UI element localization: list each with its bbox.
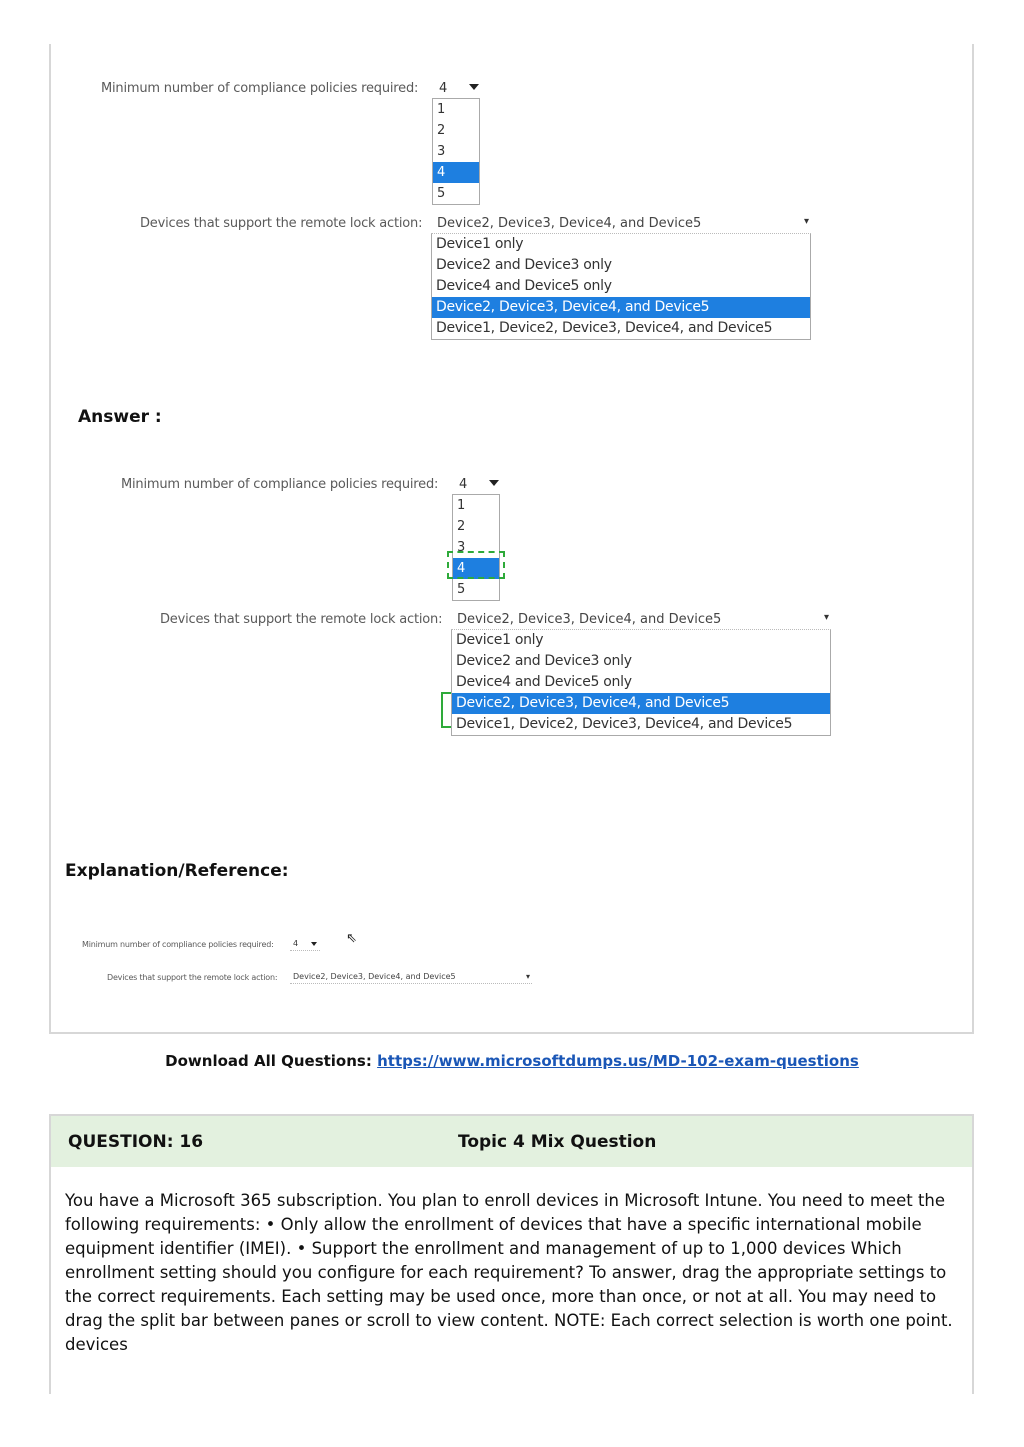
option-item[interactable]: Device1 only	[456, 632, 544, 648]
option-item[interactable]: Device2 and Device3 only	[436, 257, 612, 273]
option-item[interactable]: Device2 and Device3 only	[456, 653, 632, 669]
option-item[interactable]: 5	[437, 186, 446, 201]
answer-heading: Answer :	[78, 407, 162, 427]
option-item[interactable]: Device1, Device2, Device3, Device4, and Device5	[436, 320, 773, 336]
remote-lock-select[interactable]: Device2, Device3, Device4, and Device5 ▾	[431, 216, 811, 234]
compliance-label: Minimum number of compliance policies required:	[101, 81, 419, 96]
compliance-select[interactable]: 4	[433, 81, 481, 99]
remote-lock-label: Devices that support the remote lock action:	[140, 216, 423, 231]
option-item[interactable]: 5	[457, 582, 466, 597]
remote-lock-label: Devices that support the remote lock action:	[107, 973, 278, 982]
option-item[interactable]: 3	[437, 144, 446, 159]
option-item-selected[interactable]: Device2, Device3, Device4, and Device5	[452, 693, 830, 714]
option-item[interactable]: 1	[437, 102, 446, 117]
option-item[interactable]: 2	[437, 123, 446, 138]
question-number: QUESTION: 16	[68, 1132, 204, 1152]
remote-lock-label: Devices that support the remote lock action:	[160, 612, 443, 627]
compliance-select[interactable]: 4	[290, 939, 320, 951]
question-topic: Topic 4 Mix Question	[458, 1132, 657, 1152]
compliance-label: Minimum number of compliance policies required:	[82, 940, 274, 949]
option-item[interactable]: 2	[457, 519, 466, 534]
option-item[interactable]: 3	[457, 540, 466, 555]
option-item[interactable]: Device4 and Device5 only	[456, 674, 632, 690]
compliance-label: Minimum number of compliance policies required:	[121, 477, 439, 492]
question-header	[51, 1116, 972, 1167]
option-item[interactable]: Device1, Device2, Device3, Device4, and Device5	[456, 716, 793, 732]
option-item-selected[interactable]: 4	[453, 558, 499, 579]
question-text: You have a Microsoft 365 subscription. You plan to enroll devices in Microsoft Intune. You need to meet the following requirements: • Only allow the enrollment of devices that have a specific international mobile equipment identifier (IMEI). • Support the enrollment and management of up to 1,000 devices Which enrollment setting should you configure for each requirement? To answer, drag the appropriate settings to the correct requirements. Each setting may be used once, more than once, or not at all. You may need to drag the split bar between panes or scroll to view content. NOTE: Each correct selection is worth one point. devices	[65, 1191, 953, 1354]
chevron-down-icon: ▾	[525, 972, 530, 981]
option-item[interactable]: 1	[457, 498, 466, 513]
option-item[interactable]: Device4 and Device5 only	[436, 278, 612, 294]
download-link[interactable]: https://www.microsoftdumps.us/MD-102-exam-questions	[377, 1052, 859, 1070]
option-item[interactable]: Device1 only	[436, 236, 524, 252]
remote-lock-select[interactable]: Device2, Device3, Device4, and Device5 ▾	[451, 612, 831, 630]
download-line	[0, 1052, 1024, 1070]
chevron-down-icon	[311, 942, 317, 946]
chevron-down-icon: ▾	[803, 216, 809, 227]
chevron-down-icon: ▾	[823, 612, 829, 623]
option-item-selected[interactable]: Device2, Device3, Device4, and Device5	[432, 297, 810, 318]
explanation-heading: Explanation/Reference:	[65, 861, 289, 881]
option-item-selected[interactable]: 4	[433, 162, 479, 183]
cursor-icon: ⇖	[346, 931, 357, 946]
compliance-select[interactable]: 4	[453, 477, 501, 495]
download-label: Download All Questions:	[165, 1052, 372, 1070]
remote-lock-select[interactable]: Device2, Device3, Device4, and Device5 ▾	[290, 972, 532, 984]
